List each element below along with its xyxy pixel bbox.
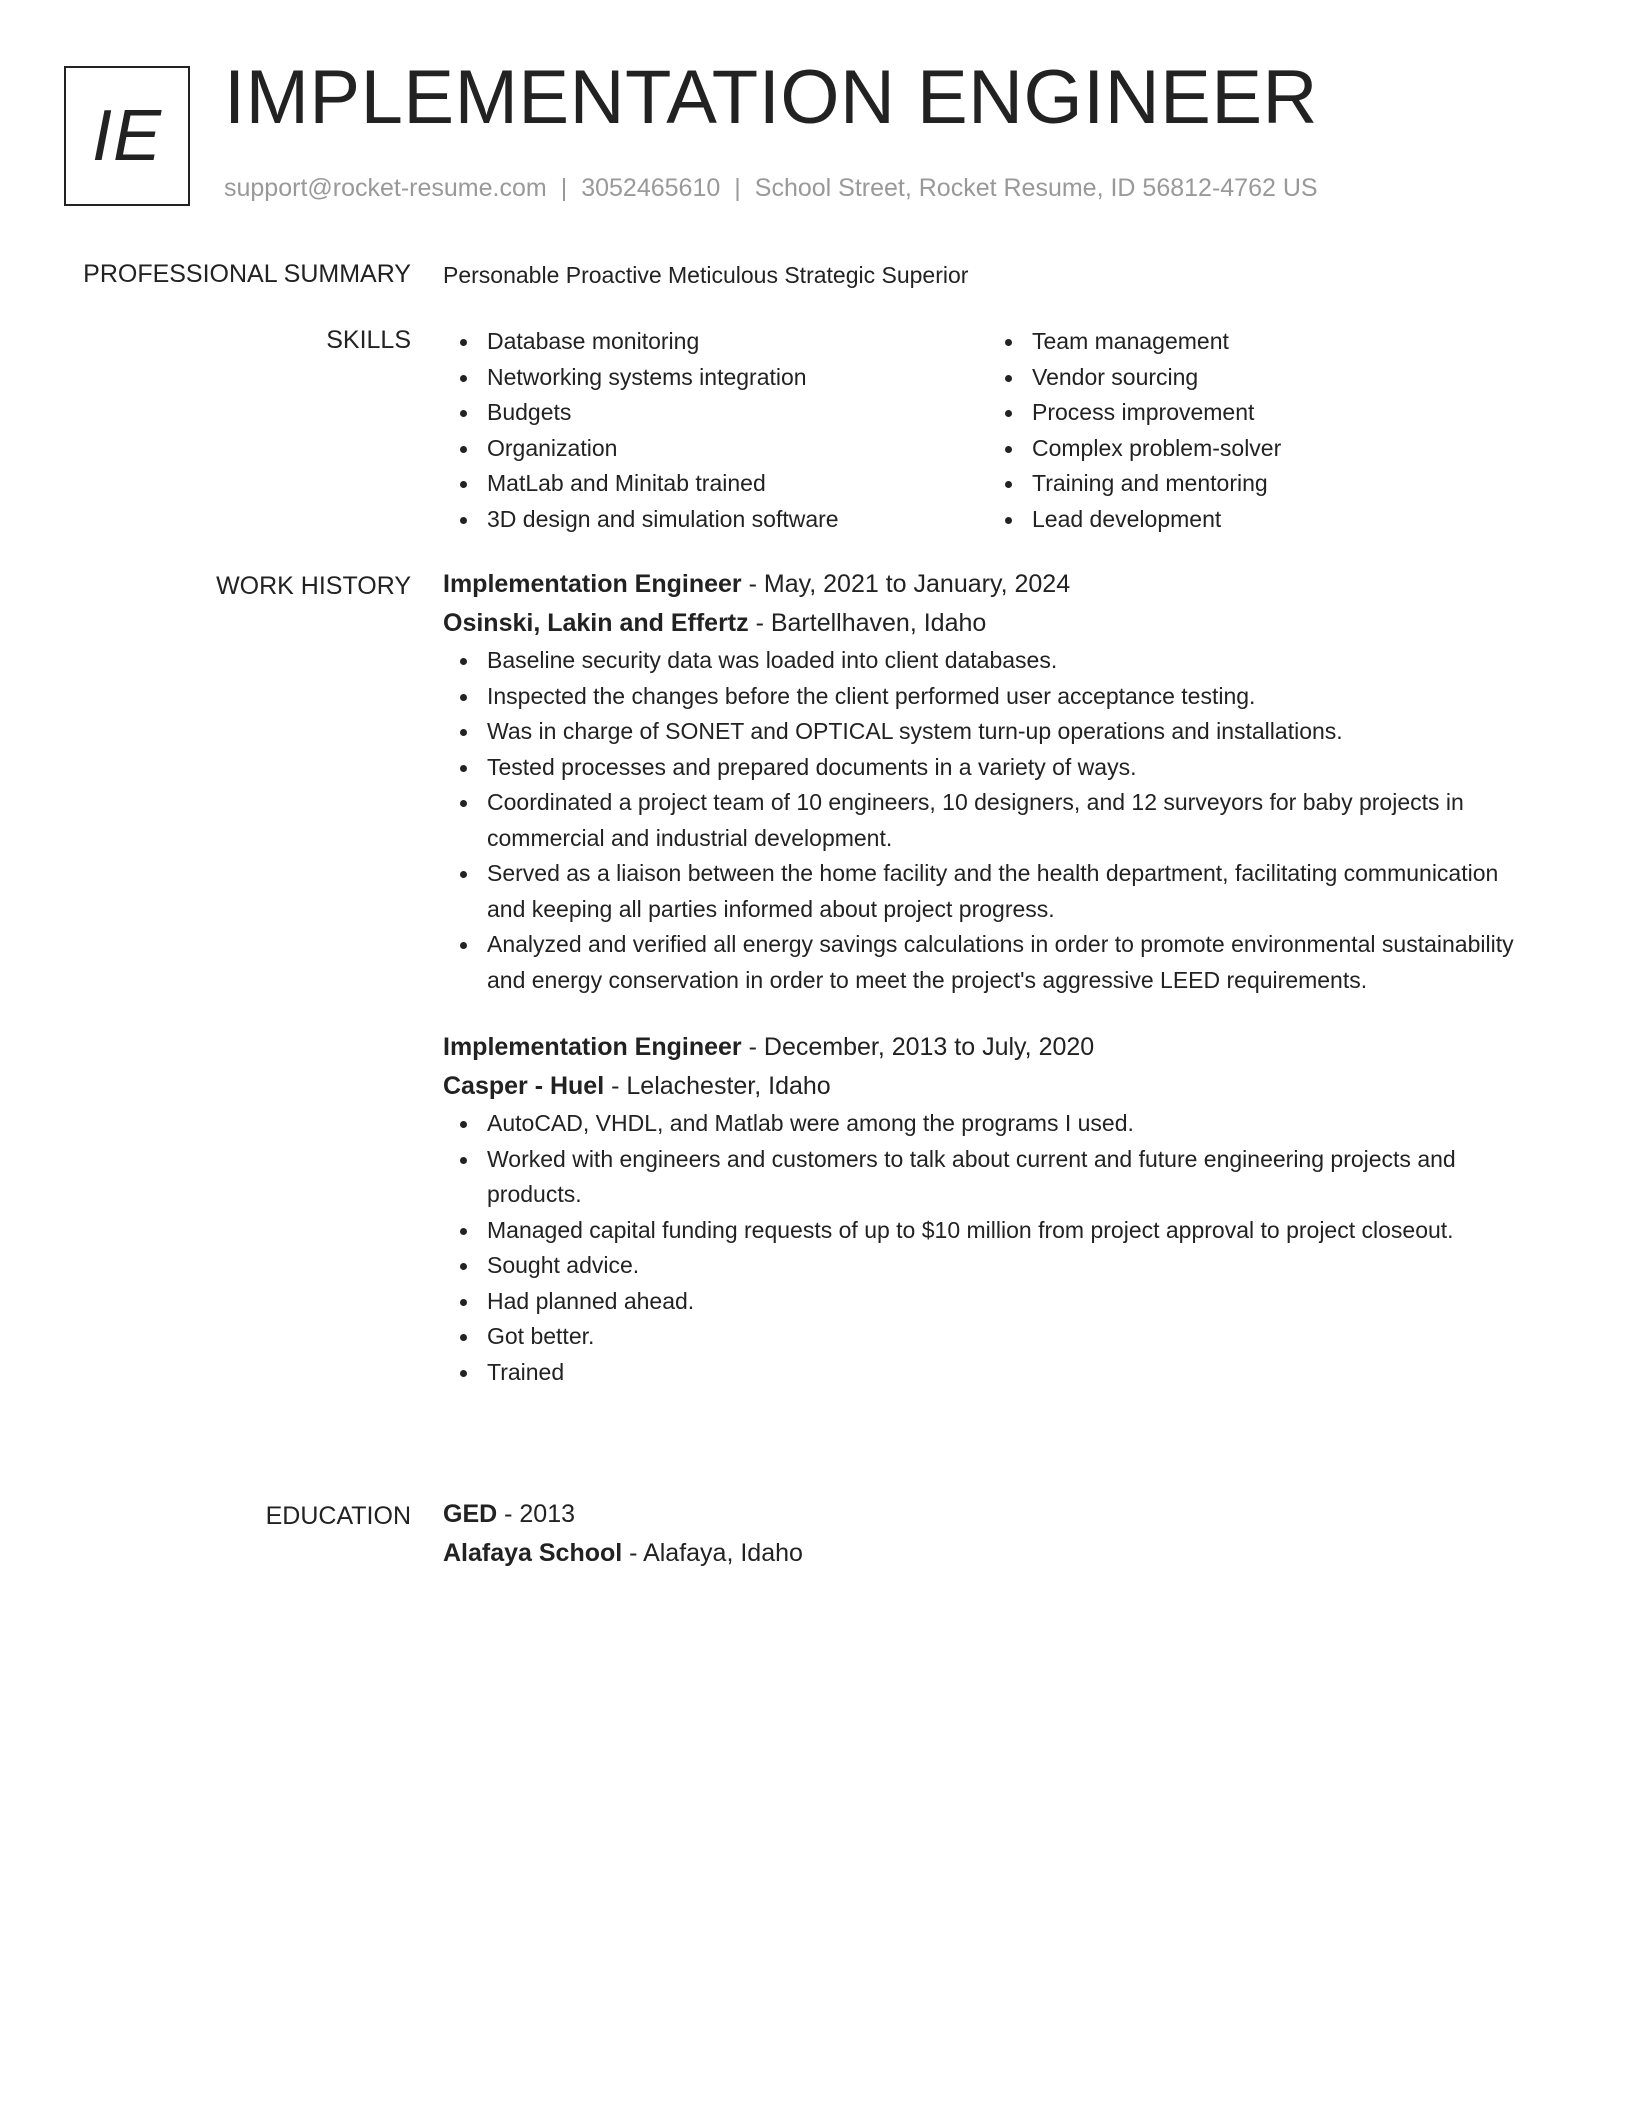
- education-year: - 2013: [497, 1500, 576, 1528]
- job-bullet: Tested processes and prepared documents in a variety of ways.: [443, 750, 1543, 786]
- contact-address: School Street, Rocket Resume, ID 56812-4762 US: [754, 174, 1318, 202]
- work-history-body: [443, 565, 1543, 1390]
- job-bullet: Analyzed and verified all energy savings calculations in order to promote environmental sustainability and energy conservation in order to meet the project's aggressive LEED requirements.: [443, 927, 1543, 998]
- job-bullet-list: [443, 1106, 1543, 1390]
- job-role: Implementation Engineer: [443, 570, 742, 598]
- summary-heading: PROFESSIONAL SUMMARY: [83, 260, 411, 288]
- job-bullet: Sought advice.: [443, 1248, 1543, 1284]
- job-role-line: [443, 565, 1543, 604]
- job-bullet: Managed capital funding requests of up to $10 million from project approval to project closeout.: [443, 1213, 1543, 1249]
- contact-line: [224, 172, 1318, 205]
- job-bullet: Baseline security data was loaded into client databases.: [443, 643, 1543, 679]
- job-dates: - May, 2021 to January, 2024: [741, 570, 1071, 598]
- job-company-line: [443, 1067, 1543, 1106]
- skills-list-right: [988, 324, 1533, 537]
- contact-email[interactable]: support@rocket-resume.com: [224, 174, 547, 202]
- contact-separator: |: [734, 174, 741, 202]
- summary-text: Personable Proactive Meticulous Strategic Superior: [443, 262, 969, 288]
- job-bullet: Was in charge of SONET and OPTICAL system turn-up operations and installations.: [443, 714, 1543, 750]
- skill-item: Organization: [443, 431, 988, 467]
- monogram-box: [64, 66, 190, 206]
- job-company: Osinski, Lakin and Effertz: [443, 609, 749, 637]
- job-entry: [443, 565, 1543, 998]
- job-company-line: [443, 604, 1543, 643]
- job-bullet: Inspected the changes before the client performed user acceptance testing.: [443, 679, 1543, 715]
- job-role: Implementation Engineer: [443, 1033, 742, 1061]
- skill-item: Vendor sourcing: [988, 360, 1533, 396]
- job-dates: - December, 2013 to July, 2020: [741, 1033, 1095, 1061]
- education-body: [443, 1495, 1543, 1573]
- skills-heading: SKILLS: [326, 326, 411, 354]
- skill-item: MatLab and Minitab trained: [443, 466, 988, 502]
- skill-item: 3D design and simulation software: [443, 502, 988, 538]
- skill-item: Team management: [988, 324, 1533, 360]
- skill-item: Database monitoring: [443, 324, 988, 360]
- education-degree: GED: [443, 1500, 498, 1528]
- job-bullet: Had planned ahead.: [443, 1284, 1543, 1320]
- resume-title: IMPLEMENTATION ENGINEER: [224, 55, 1318, 140]
- job-location: - Lelachester, Idaho: [604, 1072, 831, 1100]
- education-heading: EDUCATION: [265, 1502, 411, 1530]
- skills-body: [443, 324, 1543, 537]
- work-history-heading: WORK HISTORY: [216, 572, 411, 600]
- job-bullet: Trained: [443, 1355, 1543, 1391]
- contact-phone[interactable]: 3052465610: [581, 174, 721, 202]
- education-school: Alafaya School: [443, 1539, 623, 1567]
- education-location: - Alafaya, Idaho: [622, 1539, 803, 1567]
- skills-columns: [443, 324, 1543, 537]
- job-company: Casper - Huel: [443, 1072, 605, 1100]
- job-location: - Bartellhaven, Idaho: [748, 609, 987, 637]
- job-entry: [443, 1028, 1543, 1390]
- skill-item: Training and mentoring: [988, 466, 1533, 502]
- skill-item: Networking systems integration: [443, 360, 988, 396]
- education-school-line: [443, 1534, 1543, 1573]
- job-bullet: Coordinated a project team of 10 engineers, 10 designers, and 12 surveyors for baby projects in commercial and industrial development.: [443, 785, 1543, 856]
- job-bullet: Worked with engineers and customers to talk about current and future engineering projects and products.: [443, 1142, 1543, 1213]
- job-bullet: Got better.: [443, 1319, 1543, 1355]
- monogram-initials: IE: [91, 96, 163, 176]
- skill-item: Process improvement: [988, 395, 1533, 431]
- job-bullet: Served as a liaison between the home facility and the health department, facilitating communication and keeping all parties informed about project progress.: [443, 856, 1543, 927]
- skill-item: Complex problem-solver: [988, 431, 1533, 467]
- education-degree-line: [443, 1495, 1543, 1534]
- job-role-line: [443, 1028, 1543, 1067]
- skills-list-left: [443, 324, 988, 537]
- contact-separator: |: [560, 174, 568, 202]
- skill-item: Lead development: [988, 502, 1533, 538]
- skill-item: Budgets: [443, 395, 988, 431]
- job-bullet: AutoCAD, VHDL, and Matlab were among the programs I used.: [443, 1106, 1543, 1142]
- summary-body: [443, 258, 1543, 291]
- job-bullet-list: [443, 643, 1543, 998]
